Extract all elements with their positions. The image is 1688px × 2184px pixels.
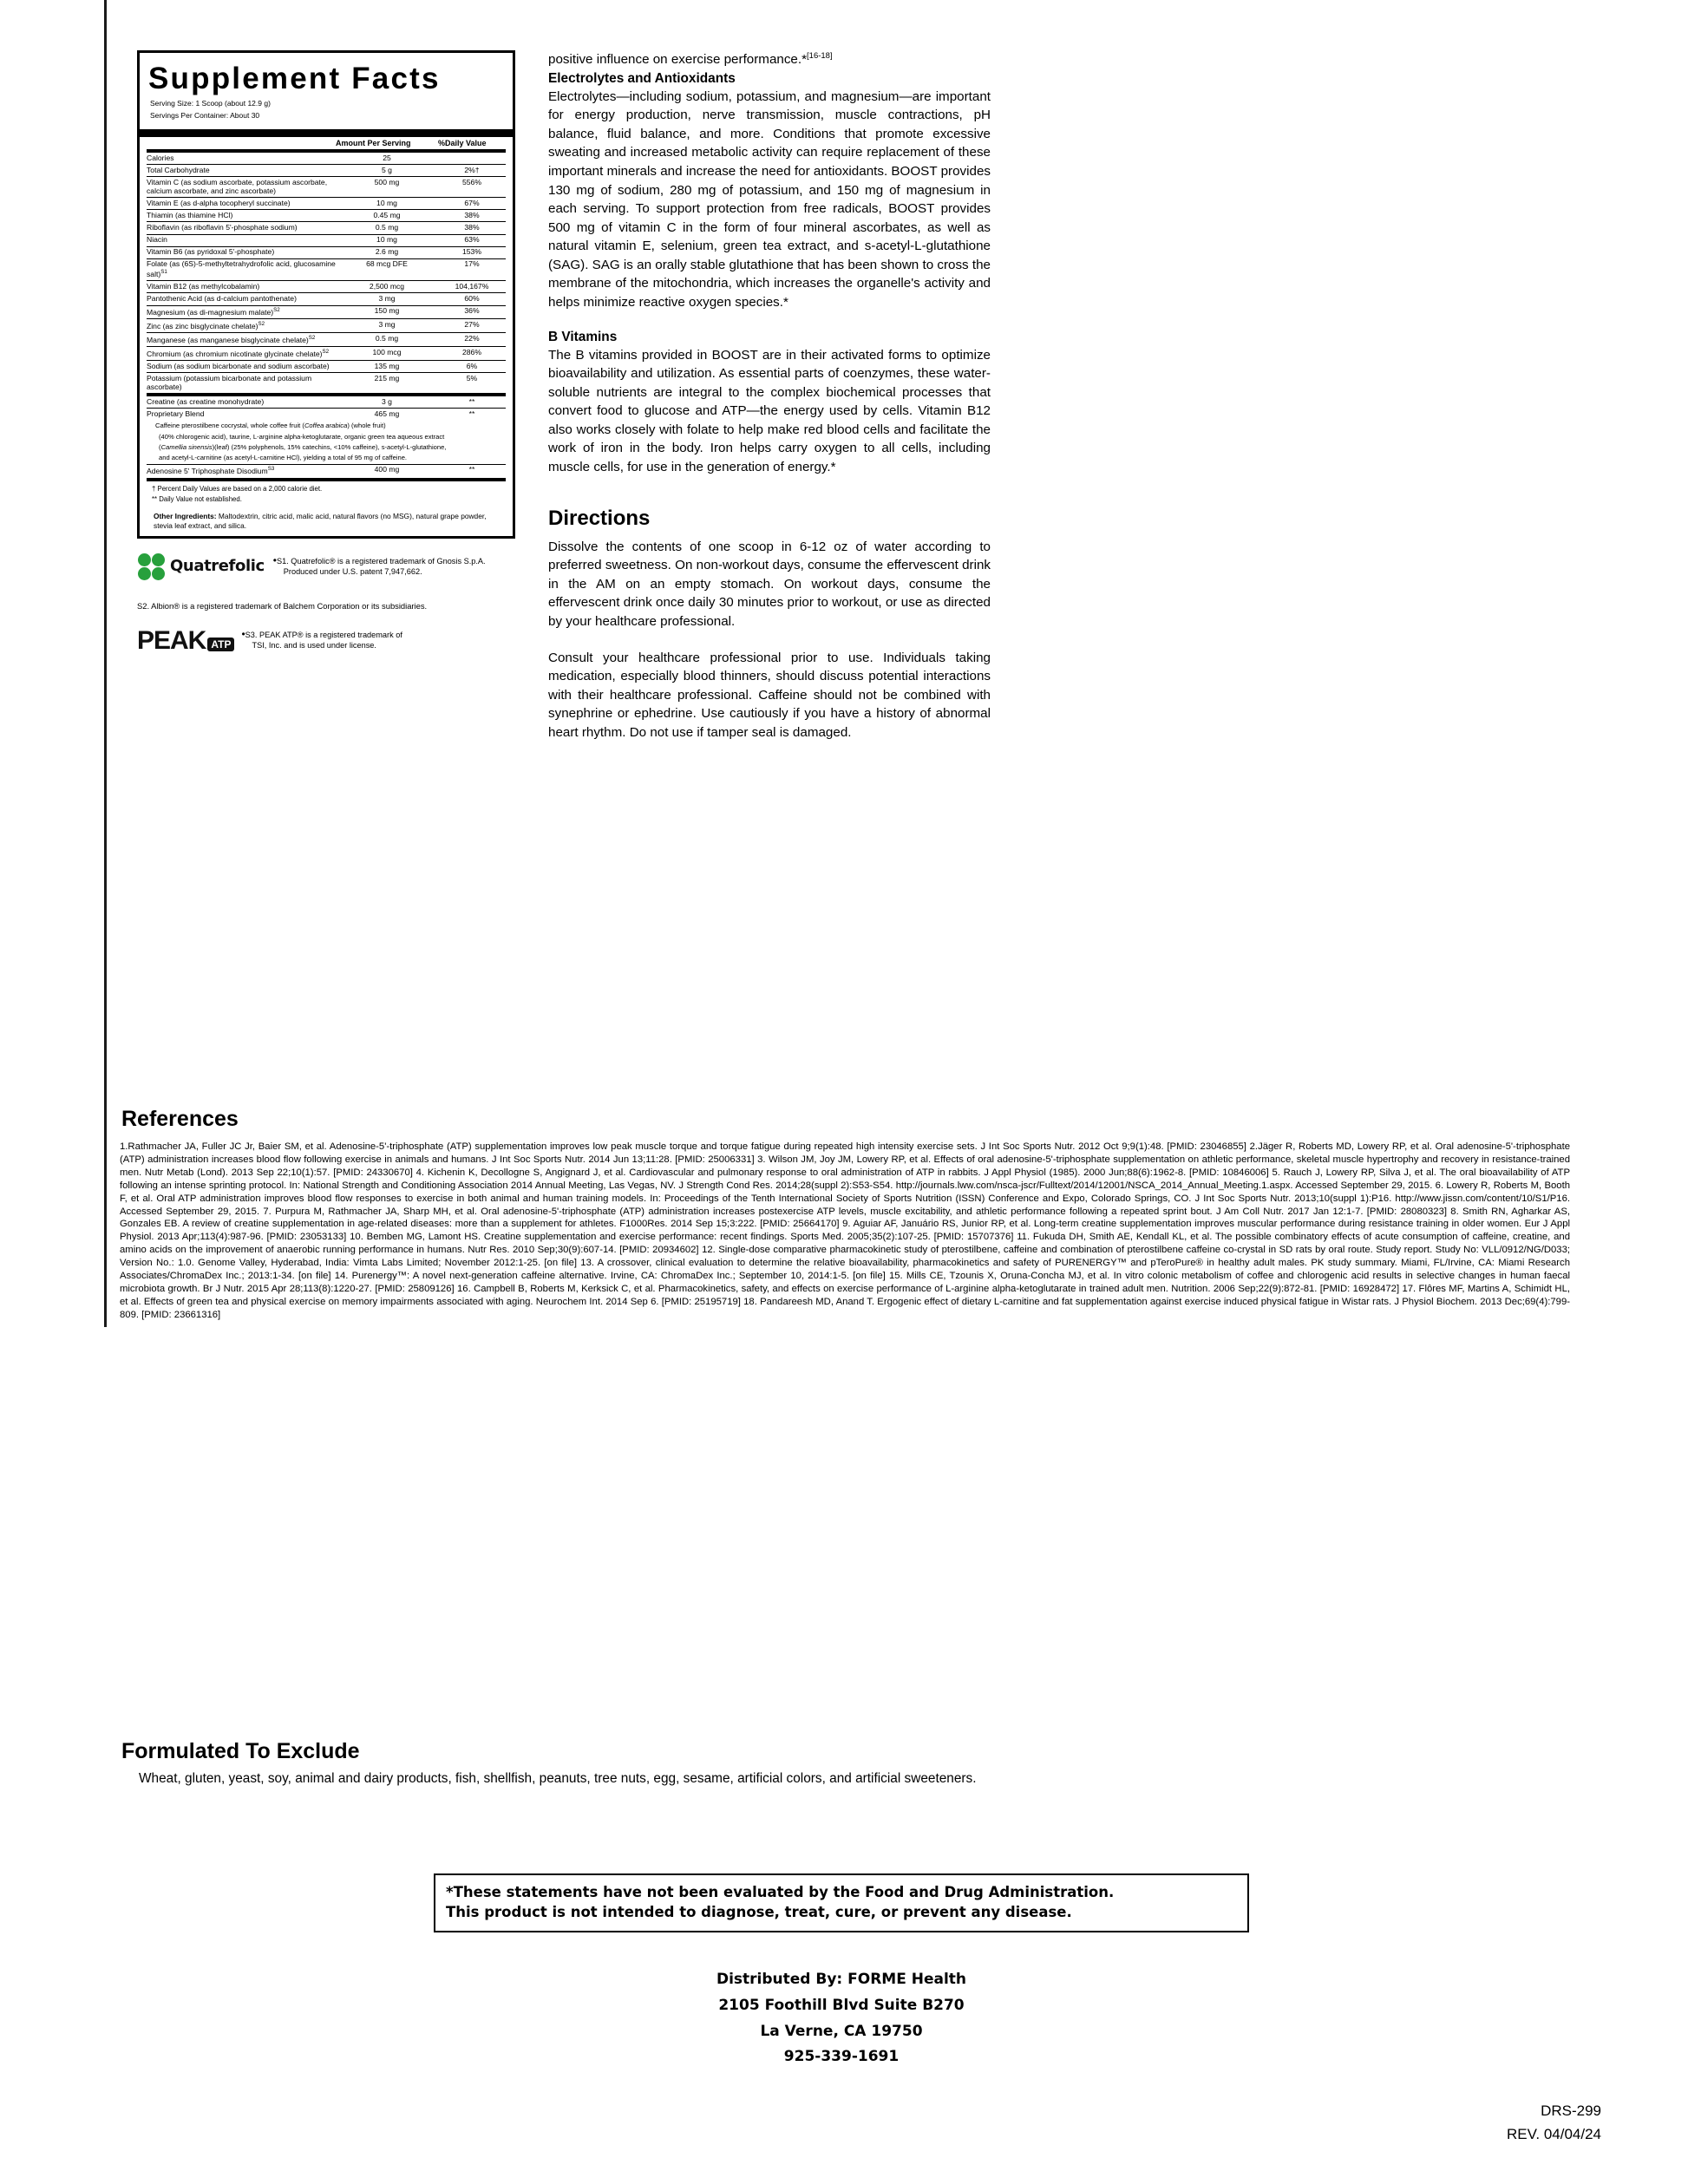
- table-header-row: [147, 137, 506, 149]
- table-row: [147, 373, 506, 393]
- s3-line-2: TSI, Inc. and is used under license.: [252, 640, 376, 650]
- nutrient-amount: 10 mg: [336, 234, 438, 246]
- s3-line-1: S3. PEAK ATP® is a registered trademark of: [245, 630, 402, 639]
- nutrient-name: Vitamin C (as sodium ascorbate, potassium ascorbate, calcium ascorbate, and zinc ascorbate): [147, 177, 336, 198]
- supplement-facts-title: Supplement Facts: [148, 62, 441, 95]
- bullet-icon: •: [272, 553, 277, 566]
- nutrient-daily-value: 38%: [438, 222, 506, 234]
- document-revision: REV. 04/04/24: [1506, 2125, 1601, 2142]
- nutrient-name: Vitamin B6 (as pyridoxal 5'-phosphate): [147, 246, 336, 258]
- left-vertical-rule: [104, 0, 107, 1327]
- nutrient-name-superscript: S2: [258, 321, 265, 328]
- nutrient-daily-value: 60%: [438, 293, 506, 305]
- nutrient-table-atp: [147, 465, 506, 478]
- nutrient-daily-value: 104,167%: [438, 281, 506, 293]
- blend-line-2: (40% chlorogenic acid), taurine, L-arginine alpha-ketoglutarate, organic green tea aqueous extract: [159, 433, 445, 441]
- nutrient-name: Calories: [147, 153, 336, 165]
- quatrefolic-trademark-note: [273, 553, 486, 578]
- servings-per-container: Servings Per Container: About 30: [150, 110, 260, 120]
- nutrient-amount: 2,500 mcg: [336, 281, 438, 293]
- nutrient-amount: 400 mg: [374, 465, 400, 474]
- nutrient-daily-value: 153%: [438, 246, 506, 258]
- nutrient-amount: 215 mg: [374, 373, 400, 383]
- nutrient-name: Creatine (as creatine monohydrate): [147, 396, 336, 409]
- table-row: [147, 222, 506, 234]
- nutrient-daily-value: 286%: [438, 347, 506, 361]
- nutrient-daily-value: 17%: [438, 258, 506, 281]
- supplement-facts-panel: [137, 50, 515, 539]
- nutrient-name-superscript: S3: [267, 466, 275, 473]
- other-ingredients-text: Maltodextrin, citric acid, malic acid, natural flavors (no MSG), natural grape powder, stevia leaf extract, and silica.: [154, 511, 487, 530]
- nutrient-name: Vitamin B12 (as methylcobalamin): [147, 281, 336, 293]
- lead-text: positive influence on exercise performance.*: [548, 52, 808, 68]
- nutrient-daily-value: 6%: [438, 361, 506, 373]
- nutrient-amount: 500 mg: [336, 177, 438, 198]
- fda-disclaimer-box: [434, 1873, 1249, 1932]
- nutrient-name: Vitamin E (as d-alpha tocopheryl succinate): [147, 198, 336, 210]
- nutrient-daily-value: 2%†: [438, 165, 506, 177]
- lead-reference-superscript: [16-18]: [807, 51, 833, 61]
- nutrient-table: [147, 153, 506, 393]
- peak-wordmark: PEAK: [137, 625, 206, 655]
- nutrient-name: Potassium (potassium bicarbonate and potassium ascorbate): [147, 373, 312, 391]
- bullet-icon-2: •: [241, 627, 245, 640]
- heading-directions: Directions: [548, 506, 651, 530]
- table-row: [147, 281, 506, 293]
- nutrient-daily-value: **: [468, 409, 475, 418]
- peak-atp-trademark-note: [241, 626, 402, 651]
- footnote-dv-not-established: ** Daily Value not established.: [152, 495, 242, 504]
- nutrient-name: Adenosine 5' Triphosphate Disodium$^{S3}$: [147, 466, 275, 476]
- nutrient-daily-value: 36%: [438, 305, 506, 319]
- paragraph-directions-1: Dissolve the contents of one scoop in 6-12 oz of water according to preferred sweetness. On non-workout days, consume the effervescent drink in the AM on an empty stomach. On workout days, consume the effervescent drink once daily 30 minutes prior to workout, or use as directed by your healthcare professional.: [548, 539, 991, 629]
- nutrient-amount: 0.5 mg: [336, 333, 438, 347]
- disclaimer-line-1: *These statements have not been evaluated by the Food and Drug Administration.: [446, 1884, 1115, 1900]
- nutrient-name: Proprietary Blend: [147, 409, 205, 418]
- nutrient-amount: 68 mcg DFE: [336, 258, 438, 281]
- nutrient-amount: 5 g: [336, 165, 438, 177]
- blend-line-1: [147, 420, 506, 433]
- nutrient-amount: 465 mg: [374, 409, 400, 418]
- distributor-phone: 925-339-1691: [783, 2048, 900, 2066]
- table-row: [147, 165, 506, 177]
- nutrient-name-superscript: S1: [160, 269, 167, 276]
- nutrient-name: Pantothenic Acid (as d-calcium pantothenate): [147, 293, 336, 305]
- quatrefolic-logo: [137, 553, 265, 582]
- formulated-body: Wheat, gluten, yeast, soy, animal and dairy products, fish, shellfish, peanuts, tree nuts, egg, sesame, artificial colors, and artificial sweeteners.: [139, 1771, 977, 1786]
- footnote-daily-values: † Percent Daily Values are based on a 2,000 calorie diet.: [152, 484, 323, 493]
- other-ingredients: [147, 507, 506, 536]
- table-row: [147, 333, 506, 347]
- trademark-albion: S2. Albion® is a registered trademark of Balchem Corporation or its subsidiaries.: [137, 600, 428, 611]
- blend-line-1-post: ) (whole fruit): [347, 422, 386, 430]
- nutrient-daily-value: 63%: [438, 234, 506, 246]
- s1-line-2: Produced under U.S. patent 7,947,662.: [283, 566, 422, 576]
- trademark-quatrefolic: [137, 553, 519, 582]
- top-two-column-area: [0, 0, 1688, 740]
- blend-line-1-italic: Coffea arabica: [304, 422, 348, 430]
- table-row: [147, 210, 506, 222]
- table-row: [147, 177, 506, 198]
- atp-badge: ATP: [207, 638, 234, 651]
- quatrefolic-wordmark: Quatrefolic: [170, 557, 265, 576]
- paragraph-b-vitamins: The B vitamins provided in BOOST are in their activated forms to optimize bioavailability and utilization. As essential parts of coenzymes, these water-soluble nutrients are integral to the complex biochemical processes that convert food to glucose and ATP—the energy used by cells. Vitamin B12 also works closely with folate to help make red blood cells and facilitate the work of iron in the body. Iron helps carry oxygen to all cells, including muscle cells, for use in the generation of energy.*: [548, 347, 991, 475]
- references-section: [120, 1107, 1570, 1322]
- references-title: References: [121, 1107, 239, 1131]
- nutrient-name: Magnesium (as di-magnesium malate)$^{S2}$: [147, 305, 336, 319]
- nutrient-daily-value: 67%: [438, 198, 506, 210]
- nutrient-name: Chromium (as chromium nicotinate glycinate chelate)$^{S2}$: [147, 347, 336, 361]
- heading-electrolytes: Electrolytes and Antioxidants: [548, 70, 736, 86]
- nutrient-amount: 3 mg: [336, 293, 438, 305]
- document-number: DRS-299: [1541, 2102, 1601, 2119]
- nutrient-amount: 2.6 mg: [336, 246, 438, 258]
- references-paragraph: 1.Rathmacher JA, Fuller JC Jr, Baier SM, et al. Adenosine-5'-triphosphate (ATP) supplementation improves low peak muscle torque and torque fatigue during repeated high intensity exercise sets. J Int Soc Sports Nutr. 2012 Oct 9;9(1):48. [PMID: 23046855] 2.Jäger R, Roberts MD, Lowery RP, et al. Oral adenosine-5'-triphosphate (ATP) administration increases blood flow following exercise in animals and humans. J Int Soc Sports Nutr. 2014 Jun 13;11:28. [PMID: 25006331] 3. Wilson JM, Joy JM, Lowery RP, et al. Effects of oral adenosine-5'-triphosphate supplementation on athletic performance, skeletal muscle hypertrophy and recovery in resistance-trained men. Nutr Metab (Lond). 2013 Sep 22;10(1):57. [PMID: 24330670] 4. Kichenin K, Decollogne S, Angignard J, et al. Cardiovascular and pulmonary response to oral administration of ATP in rabbits. J Appl Physiol (1985). 2000 Jun;88(6):1962-8. [PMID: 10846006] 5. Rauch J, Lowery RP, Silva J, et al. The oral bioavailability of ATP following an intense sprinting protocol. In: National Strength and Conditioning Association 2014 Annual Meeting, Las Vegas, NV. J Strength Cond Res. 2014;28(suppl 2):S53-S54. http://journals.lww.com/nsca-jscr/Fulltext/2014/12001/NSCA_2014_Annual_Meeting.1.aspx. Accessed September 29, 2015. 6. Lowery R, Roberts M, Booth F, et al. Oral ATP administration improves blood flow responses to exercise in both animal and human training models. In: Proceedings of the Tenth International Society of Sports Nutrition (ISSN) Conference and Expo, Colorado Springs, CO. J Int Soc Sports Nutr. 2013;10(suppl 1):P16. http://www.jissn.com/content/10/S1/P16. Accessed September 29, 2015. 7. Purpura M, Rathmacher JA, Sharp MH, et al. Oral adenosine-5'-triphosphate (ATP) administration increases postexercise ATP levels, muscle excitability, and athletic performance following a repeated sprint bout. J Am Coll Nutr. 2017 Jan 12:1-7. [PMID: 28080323] 8. Smith RN, Agharkar AS, Gonzales EB. A review of creatine supplementation in age-related diseases: more than a supplement for athletes. F1000Res. 2014 Sep 15;3:222. [PMID: 25664170] 9. Aguiar AF, Januário RS, Junior RP, et al. Long-term creatine supplementation improves muscular performance during resistance training in older women. Eur J Appl Physiol. 2013 Apr;113(4):987-96. [PMID: 23053133] 10. Bemben MG, Lamont HS. Creatine supplementation and exercise performance: recent findings. Sports Med. 2005;35(2):107-25. [PMID: 15707376] 11. Fukuda DH, Smith AE, Kendall KL, et al. The possible combinatory effects of acute consumption of caffeine, creatine, and amino acids on the improvement of anaerobic running performance in humans. Nutr Res. 2010 Sep;30(9):607-14. [PMID: 20934602] 12. Single-dose comparative pharmacokinetic study of pterostilbene, caffeine and combination of pterostilbene caffeine co-crystal in SD rats by oral route. Study report. Study No: VLL/0912/NG/D033; Version No.: 1.0. Genome Valley, Hyderabad, India: Vimta Labs Limited; November 2012:1-25. [on file] 13. A crossover, clinical evaluation to determine the relative bioavailability, pharmacokinetics and safety of PURENERGY™ and pTeroPure® in healthy adult males. PK study summary. Miami, FL/Irvine, CA: Miami Research Associates/ChromaDex Inc.; 2013:1-34. [on file] 14. Purenergy™: A novel next-generation caffeine alternative. Irvine, CA: ChromaDex Inc.; September 10, 2014:1-5. [on file] 15. Mills CE, Tzounis X, Oruna-Concha MJ, et al. In vitro colonic metabolism of coffee and chlorogenic acid results in selective changes in human faecal microbiota growth. Br J Nutr. 2015 Apr 28;113(8):1220-27. [PMID: 25809126] 16. Campbell B, Roberts M, Kerksick C, et al. Pharmacokinetics, safety, and effects on exercise performance of L-arginine alpha-ketoglutarate in trained adult men. Nutrition. 2006 Sep;22(9):872-81. [PMID: 16928472] 17. Flôres MF, Martins A, Schimidt HL, et al. Effects of green tea and physical exercise on memory impairments associated with aging. Neurochem Int. 2014 Sep 6. [PMID: 25195719] 18. Pandareesh MD, Anand T. Ergogenic effect of dietary L-carnitine and fat supplementation against exercise induced physical fatigue in Wistar rats. J Physiol Biochem. 2013 Dec;69(4):799-809. [PMID: 23661316]: [120, 1141, 1570, 1320]
- peak-atp-logo: [137, 626, 234, 656]
- nutrient-amount: 100 mcg: [336, 347, 438, 361]
- heading-b-vitamins: B Vitamins: [548, 329, 618, 344]
- nutrient-amount: 135 mg: [336, 361, 438, 373]
- distributor-city-state-zip: La Verne, CA 19750: [760, 2022, 923, 2040]
- distributor-address: 2105 Foothill Blvd Suite B270: [718, 1996, 965, 2014]
- table-row: [147, 361, 506, 373]
- nutrient-daily-value: 5%: [466, 373, 478, 383]
- lead-paragraph: [548, 50, 991, 69]
- table-row: [147, 153, 506, 165]
- nutrient-name: Total Carbohydrate: [147, 165, 336, 177]
- nutrient-amount: 0.5 mg: [336, 222, 438, 234]
- nutrient-table-secondary: [147, 396, 506, 420]
- trademark-peak-atp: [137, 626, 519, 656]
- serving-size: Serving Size: 1 Scoop (about 12.9 g): [150, 99, 271, 108]
- nutrient-name: Niacin: [147, 234, 336, 246]
- paragraph-electrolytes: Electrolytes—including sodium, potassium, and magnesium—are important for energy production, nerve transmission, muscle contractions, pH balance, fluid balance, and more. Conditions that promote excessive sweating and increased metabolic activity can require replacement of these important minerals and increase the need for antioxidants. BOOST provides 130 mg of sodium, 280 mg of potassium, and 150 mg of magnesium in each serving. To support protection from free radicals, BOOST provides 500 mg of vitamin C in the form of four mineral ascorbates, as well as natural vitamin E, selenium, green tea extract, and s-acetyl-L-glutathione (SAG). SAG is an orally stable glutathione that has been shown to cross the membrane of the mitochondria, which increases the organelle's activity and helps minimize reactive oxygen species.*: [548, 88, 991, 310]
- blend-line-3-pre: (: [159, 443, 161, 452]
- nutrient-name: Thiamin (as thiamine HCl): [147, 210, 336, 222]
- blend-line-4: and acetyl-L-carnitine (as acetyl-L-carnitine HCl), yielding a total of 95 mg of caffeine.: [159, 453, 408, 461]
- paragraph-directions-2: Consult your healthcare professional prior to use. Individuals taking medication, especially blood thinners, should discuss potential interactions with their healthcare professional. Caffeine should not be combined with synephrine or ephedrine. Use cautiously if you have a history of abnormal heart rhythm. Do not use if tamper seal is damaged.: [548, 650, 991, 740]
- table-row: [147, 258, 506, 281]
- nutrient-daily-value: 556%: [438, 177, 506, 198]
- s1-line-1: S1. Quatrefolic® is a registered trademark of Gnosis S.p.A.: [276, 556, 486, 566]
- nutrient-amount: 25: [336, 153, 438, 165]
- nutrient-daily-value: **: [468, 465, 475, 474]
- table-row: [147, 347, 506, 361]
- nutrient-name: Manganese (as manganese bisglycinate chelate)$^{S2}$: [147, 333, 336, 347]
- nutrient-daily-value: 38%: [438, 210, 506, 222]
- table-row: [147, 293, 506, 305]
- table-row: [147, 305, 506, 319]
- nutrient-name-superscript: S2: [273, 307, 280, 314]
- table-row: [147, 246, 506, 258]
- disclaimer-line-2: This product is not intended to diagnose, treat, cure, or prevent any disease.: [446, 1904, 1072, 1921]
- table-row: [147, 396, 506, 409]
- references-list: [120, 1141, 1570, 1322]
- nutrient-daily-value: [438, 153, 506, 165]
- nutrient-amount: 3 g: [336, 396, 438, 409]
- column-header-amount: Amount Per Serving: [336, 139, 411, 148]
- nutrient-daily-value: 27%: [438, 319, 506, 333]
- nutrient-daily-value: 22%: [438, 333, 506, 347]
- nutrient-amount: 150 mg: [336, 305, 438, 319]
- other-ingredients-label: Other Ingredients:: [154, 511, 217, 520]
- nutrient-amount: 10 mg: [336, 198, 438, 210]
- blend-line-1-pre: Caffeine pterostilbene cocrystal, whole coffee fruit (: [155, 422, 304, 430]
- nutrient-name-superscript: S2: [308, 334, 316, 341]
- distributor-name: Distributed By: FORME Health: [716, 1971, 967, 1988]
- blend-line-3: [147, 443, 506, 454]
- nutrient-name: Sodium (as sodium bicarbonate and sodium ascorbate): [147, 361, 336, 373]
- table-row: [147, 198, 506, 210]
- formulated-to-exclude-section: [120, 1739, 1594, 1788]
- table-row: [147, 465, 506, 478]
- nutrient-amount: 3 mg: [336, 319, 438, 333]
- nutrient-name-superscript: S2: [322, 348, 330, 355]
- nutrient-daily-value: **: [438, 396, 506, 409]
- nutrient-name: Folate (as (6S)-5-methyltetrahydrofolic acid, glucosamine salt)$^{S1}$: [147, 258, 336, 281]
- rule-thick-top: [140, 129, 513, 137]
- nutrient-name: Zinc (as zinc bisglycinate chelate)$^{S2}$: [147, 319, 336, 333]
- clover-icon: [137, 553, 167, 582]
- blend-line-3-italic: Camellia sinensis: [160, 443, 213, 452]
- table-row: [147, 409, 506, 421]
- column-header-daily-value: %Daily Value: [438, 139, 487, 148]
- left-column: [137, 50, 519, 656]
- nutrient-amount: 0.45 mg: [336, 210, 438, 222]
- distributed-by-block: [538, 1967, 1145, 2070]
- nutrient-name: Riboflavin (as riboflavin 5'-phosphate sodium): [147, 222, 336, 234]
- blend-line-3-post: )(leaf) (25% polyphenols, 15% catechins, <10% caffeine), s-acetyl-L-glutathione,: [212, 443, 447, 452]
- right-column: [548, 50, 991, 743]
- table-row: [147, 319, 506, 333]
- document-meta: [1507, 2099, 1601, 2146]
- formulated-title: Formulated To Exclude: [121, 1739, 360, 1763]
- table-row: [147, 234, 506, 246]
